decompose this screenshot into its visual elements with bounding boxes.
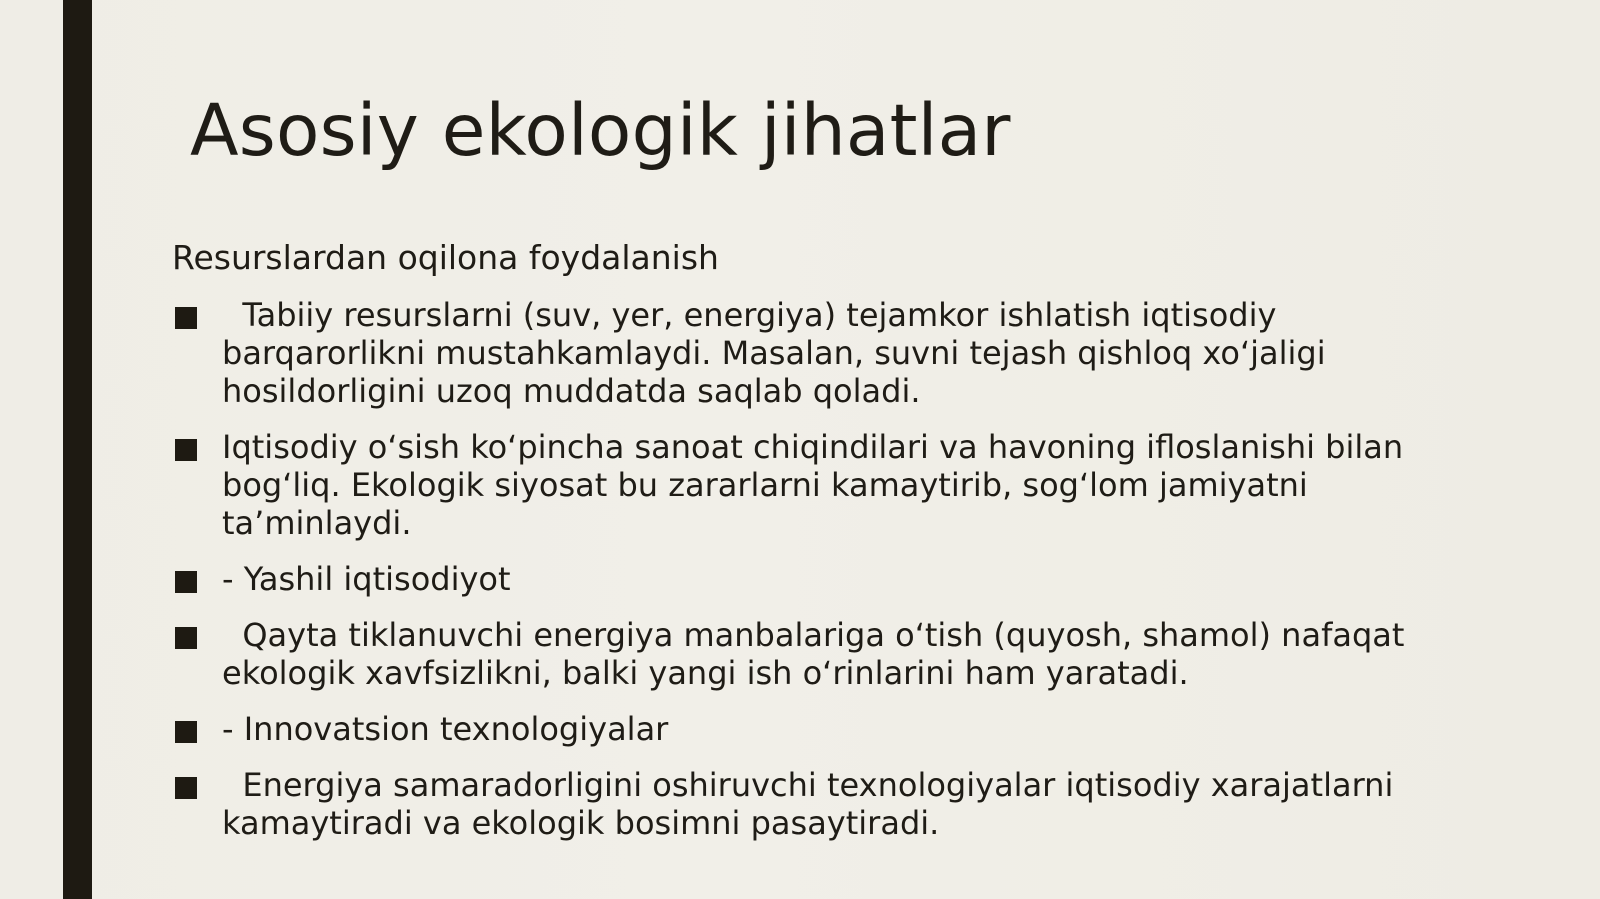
bullet-item (172, 428, 1412, 542)
square-bullet-icon (175, 627, 197, 649)
square-bullet-icon (175, 721, 197, 743)
intro-text: Resurslardan oqilona foydalanish (172, 238, 719, 277)
bullet-text: Iqtisodiy o‘sish ko‘pincha sanoat chiqindilari va havoning ifloslanishi bilan bog‘liq. Ekologik siyosat bu zararlarni kamaytirib, sog‘lom jamiyatni ta’minlaydi. (222, 428, 1414, 542)
bullet-text: Tabiiy resurslarni (suv, yer, energiya) tejamkor ishlatish iqtisodiy barqarorlikni mustahkamlaydi. Masalan, suvni tejash qishloq xo‘jaligi hosildorligini uzoq muddatda saqlab qoladi. (222, 296, 1336, 410)
square-bullet-icon (175, 439, 197, 461)
square-bullet-icon (175, 571, 197, 593)
slide-title: Asosiy ekologik jihatlar (190, 89, 1011, 172)
bullet-item (172, 616, 1415, 692)
bullet-item (172, 710, 1412, 748)
square-bullet-icon (175, 777, 197, 799)
left-accent-bar (63, 0, 92, 899)
bullet-text: - Innovatsion texnologiyalar (222, 710, 669, 748)
bullet-item (172, 560, 1412, 598)
bullet-text: Qayta tiklanuvchi energiya manbalariga o‘tish (quyosh, shamol) nafaqat ekologik xavfsizlikni, balki yangi ish o‘rinlarini ham yaratadi. (222, 616, 1415, 692)
bullet-text: Energiya samaradorligini oshiruvchi texnologiyalar iqtisodiy xarajatlarni kamaytiradi va ekologik bosimni pasaytiradi. (222, 766, 1404, 842)
bullet-list (172, 296, 1415, 860)
bullet-item (172, 766, 1412, 842)
bullet-item (172, 296, 1412, 410)
square-bullet-icon (175, 307, 197, 329)
bullet-text: - Yashil iqtisodiyot (222, 560, 511, 598)
